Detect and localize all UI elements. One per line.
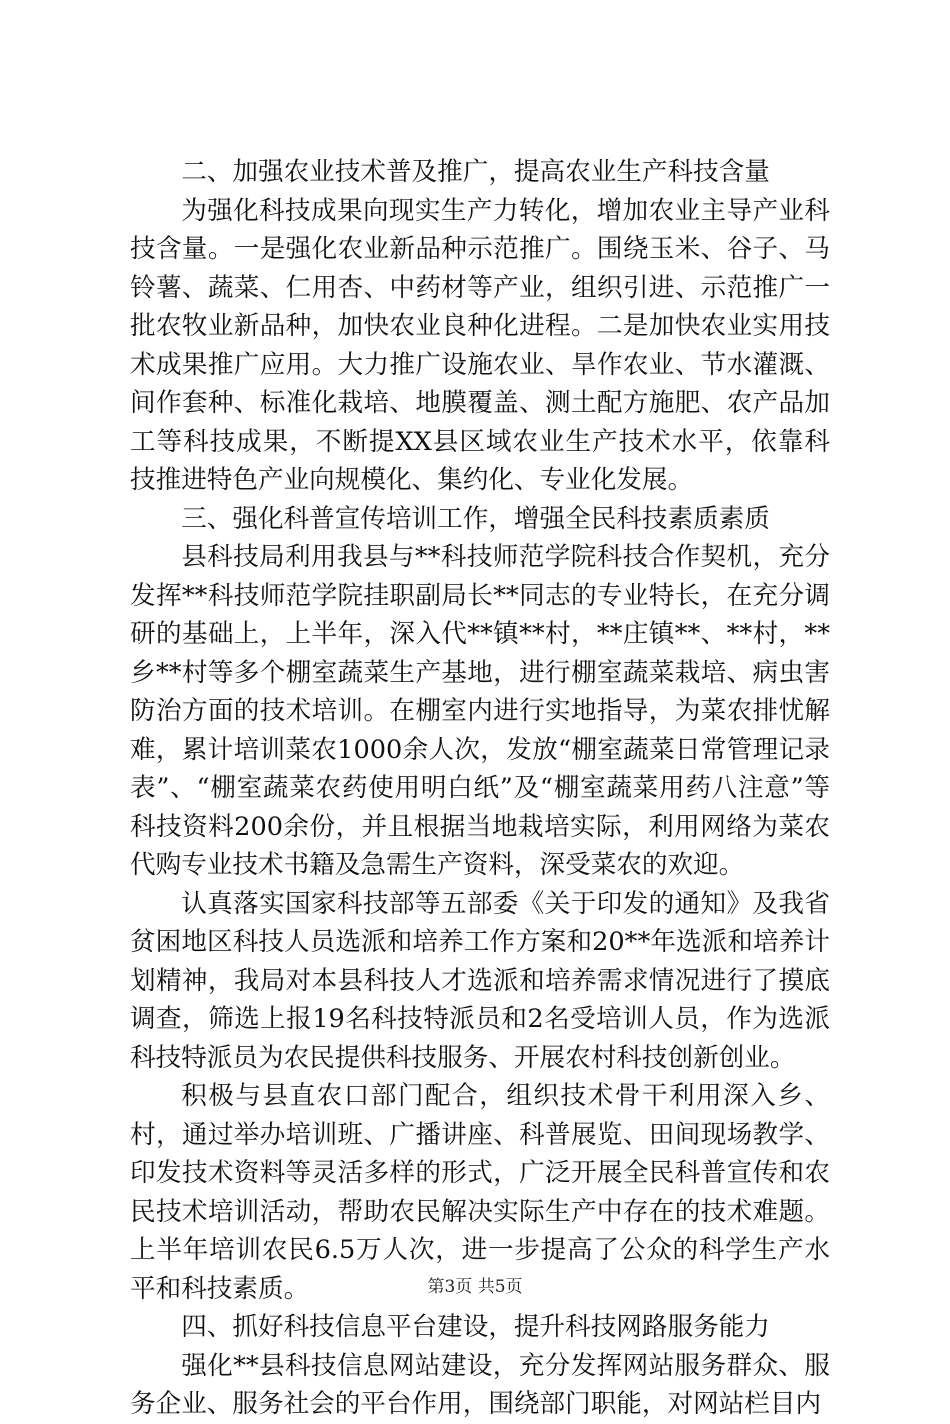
section-heading-3: 三、强化科普宣传培训工作，增强全民科技素质素质 — [181, 503, 770, 534]
body-paragraph: 县科技局利用我县与**科技师范学院科技合作契机，充分发挥**科技师范学院挂职副局长**同志的专业特长，在充分调研的基础上，上半年，深入代**镇**村，**庄镇**、**村，**乡**村等多个棚室蔬菜生产基地，进行棚室蔬菜栽培、病虫害防治方面的技术培训。在棚室内进行实地指导，为菜农排忧解难，累计培训菜农1000余人次，发放“棚室蔬菜日常管理记录表”、“棚室蔬菜农药使用明白纸”及“棚室蔬菜用药八注意”等科技资料200余份，并且根据当地栽培实际，利用网络为菜农代购专业技术书籍及急需生产资料，深受菜农的欢迎。 — [130, 542, 830, 880]
section-heading-2: 二、加强农业技术普及推广，提高农业生产科技含量 — [181, 157, 770, 187]
body-paragraph: 强化**县科技信息网站建设，充分发挥网站服务群众、服务企业、服务社会的平台作用，围绕部门职能，对网站栏目内 — [130, 1350, 830, 1419]
page-footer: 第3页 共5页 — [427, 1277, 523, 1297]
body-paragraph: 为强化科技成果向现实生产力转化，增加农业主导产业科技含量。一是强化农业新品种示范推广。围绕玉米、谷子、马铃薯、蔬菜、仁用杏、中药材等产业，组织引进、示范推广一批农牧业新品种，加快农业良种化进程。二是加快农业实用技术成果推广应用。大力推广设施农业、旱作农业、节水灌溉、间作套种、标准化栽培、地膜覆盖、测土配方施肥、农产品加工等科技成果，不断提XX县区域农业生产技术水平，依靠科技推进特色产业向规模化、集约化、专业化发展。 — [130, 195, 830, 495]
body-paragraph: 积极与县直农口部门配合，组织技术骨干利用深入乡、村，通过举办培训班、广播讲座、科普展览、田间现场教学、印发技术资料等灵活多样的形式，广泛开展全民科普宣传和农民技术培训活动，帮助农民解决实际生产中存在的技术难题。上半年培训农民6.5万人次，进一步提高了公众的科学生产水平和科技素质。 — [130, 1081, 830, 1304]
body-paragraph: 认真落实国家科技部等五部委《关于印发的通知》及我省贫困地区科技人员选派和培养工作方案和20**年选派和培养计划精神，我局对本县科技人才选派和培养需求情况进行了摸底调查，筛选上报19名科技特派员和2名受培训人员，作为选派科技特派员为农民提供科技服务、开展农村科技创新创业。 — [130, 888, 830, 1073]
section-heading-4: 四、抓好科技信息平台建设，提升科技网路服务能力 — [181, 1312, 770, 1342]
document-body — [130, 153, 830, 1424]
